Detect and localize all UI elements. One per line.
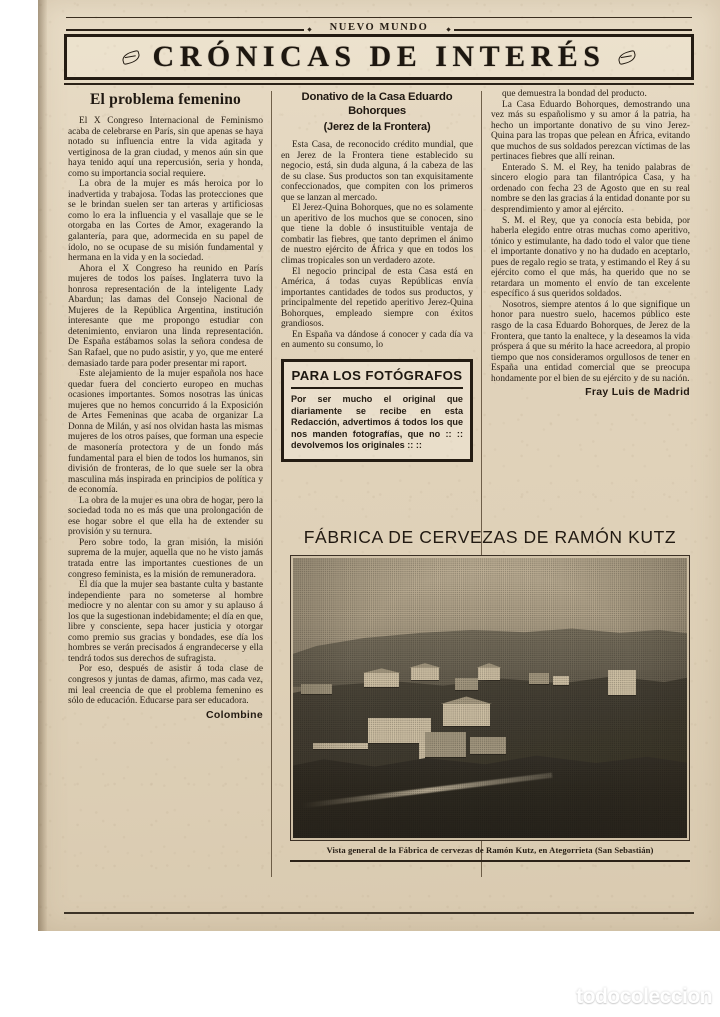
paragraph: El día que la mujer sea bastante culta y bastante independiente para no someterse al hombre mediocre y no alentar con su amor y su aplauso á los que la sugestionan indebidamente; el día en que, libre y consciente, sepa hacer justicia y otorgar como premio sus gracias y bondades, ese día los hombres se verán precisados á engrandecerse y ella tendrá todos sus derechos de sufragista. [68, 580, 263, 664]
masthead-under-rule [64, 83, 694, 85]
leaf-ornament-icon-left [120, 49, 140, 65]
masthead-banner [64, 34, 694, 80]
running-head-text: NUEVO MUNDO [329, 22, 429, 33]
paragraph: Pero sobre todo, la gran misión, la misión suprema de la mujer, aquella que no he visto jamás tratada entre las importantes cuestiones de un congreso feminista, es la misión de remuneradora. [68, 537, 263, 580]
photo-factory-building [423, 732, 466, 757]
photo-factory-building [470, 737, 505, 754]
brewery-photograph [293, 558, 687, 838]
photo-factory-chimney [419, 720, 425, 759]
paragraph: En España va dándose á conocer y cada día va en aumento su consumo, lo [281, 329, 473, 351]
article-signature-fray-luis-de-madrid: Fray Luis de Madrid [585, 386, 690, 399]
photo-building [478, 667, 500, 680]
paragraph: Por eso, después de asistir á toda clase de congresos y juntas de damas, afirmo, mas cada vez, mi leal creencia de que el problema femenino es sólo de educación. Educarse para ser educadora. [68, 664, 263, 707]
photo-building [553, 676, 569, 686]
paragraph: Enterado S. M. el Rey, ha tenido palabras de sincero elogio para tan filantrópica Casa, y ha ordenado con fecha 23 de Agosto que en su real nombre se den las gracias á la entidad donante por su desprendimiento y amor al ejército. [491, 162, 690, 216]
running-head-top-rule [66, 17, 692, 18]
photo-building [411, 667, 439, 680]
paragraph: El Jerez-Quina Bohorques, que no es solamente un aperitivo de los muchos que se conocen, sino que tiene la doble ó insustituible ventaja de combatir las fiebres, que tanto deprimen el ánimo de nuestro ejército de África y que en todos los climas tropicales son un verdadero azote. [281, 203, 473, 266]
brewery-feature-title: FÁBRICA DE CERVEZAS DE RAMÓN KUTZ [303, 527, 677, 547]
brewery-photo-figure [290, 555, 690, 841]
paragraph: Esta Casa, de reconocido crédito mundial, que en Jerez de la Frontera tiene establecido su negocio, está, sin duda alguna, á la cabeza de las de su clase. Sus productos son tan exquisitamente confeccionados, que compiten con los primeros que se lanzan al mercado. [281, 139, 473, 203]
article-title-donativo-line1: Donativo de la Casa Eduardo Bohorques [301, 91, 453, 118]
article-title-el-problema-femenino: El problema femenino [90, 91, 241, 108]
paragraph: La obra de la mujer es una obra de hogar, pero la sociedad toda no es más que una prolongación de ese hogar sobre el que ella ha de extender su provisión y su ternura. [68, 495, 263, 538]
paragraph: S. M. el Rey, que ya conocía esta bebida, por haberla elegido entre otras muchas como aperitivo, tónico y estimulante, ha dado todo el valor que tiene el importante donativo y no ha dudado en aceptarlo, pues de regalo regio se trata, y estimando el Rey á su ejército como el que más, ha querido que no se retardara un momento el envío de tan excelente específico á sus queridos soldados. [491, 215, 690, 300]
article-signature-colombine: Colombine [206, 708, 263, 721]
brewery-photo-caption: Vista general de la Fábrica de cervezas de Ramón Kutz, en Ategorrieta (San Sebastián) [326, 845, 654, 855]
column-one [68, 89, 272, 899]
photo-building [529, 673, 549, 684]
photo-building [455, 678, 479, 689]
photographers-notice-title: PARA LOS FOTÓGRAFOS [291, 368, 463, 389]
paragraph: Ahora el X Congreso ha reunido en París mujeres de todos los países. Inglaterra tuvo la honrosa representación de la inteligente Lady Abardun; las damas del Consejo Nacional de Mujeres de la República Argentina, institución interesante que me propongo estudiar con detenimiento, enviaron una linda representación. De España estábamos solas la señora condesa de San Rafael, que no pudo asistir, y yo, que me enteré demasiado tarde para poder presentar mi raport. [68, 263, 263, 369]
paragraph: La obra de la mujer es más heroica por lo inadvertida y trabajosa. Todas las protecciones que se le brindan suelen ser tan arteras y artificiosas como lo era la influencia y el vasallaje que se le otorgaba en las Cortes de Amor, exagerando la galantería, para que, adormecida en su papel de ídolo, no se ocupase de su misión fundamental y hermana en la vida y en la sociedad. [68, 179, 263, 264]
photo-building [608, 670, 636, 695]
paragraph: El X Congreso Internacional de Feminismo acaba de celebrarse en París, sin que apenas se haya notado su influencia entre la vida agitada y vertiginosa de la gran ciudad, y menos aún sin que haya tenido aquí una repercusión, seria y honda, como su importancia social requiere. [68, 116, 263, 179]
page-gutter-shadow [38, 0, 47, 931]
watermark-todocoleccion: todocoleccion [576, 985, 712, 1008]
paragraph: Este alejamiento de la mujer española nos hace quedar fuera del concierto europeo en muchas ocasiones importantes. Somos nosotras las únicas mujeres que no hemos concurrido á la Exposición de Artes Femeninas que acaba de organizar La Donna de Milán, y así nos olvidan hasta las mismas mujeres de los otros países, que forman una especie de masonería protectora y de un fondo más fundamental para el bien de todos los humanos, sin división de fronteras, de lo que suele ser la obra masculina más inspirada en principios de política y de economía. [68, 369, 263, 496]
newspaper-page [38, 0, 720, 931]
photo-wall [313, 743, 368, 749]
photo-building [364, 673, 399, 687]
paragraph: El negocio principal de esta Casa está en América, á todas cuyas Repúblicas envía importantes cantidades de todos sus productos, y principalmente del repetido aperitivo Jerez-Quina Bohorques, empleado siempre con éxitos grandiosos. [281, 266, 473, 330]
photo-factory-building [443, 704, 490, 726]
article-title-donativo-line2: (Jerez de la Frontera) [323, 120, 431, 133]
photographers-notice-box [281, 359, 473, 462]
page-bottom-rule [64, 912, 694, 914]
photographers-notice-body: Por ser mucho el original que diariamente se recibe en esta Redacción, advertimos á todos los que nos manden fotografías, que no :: :: devolvemos los originales :: :: [291, 393, 463, 451]
masthead-title: CRÓNICAS DE INTERÉS [152, 40, 606, 73]
photo-building [301, 684, 333, 694]
leaf-ornament-icon-right [617, 49, 637, 65]
brewery-bottom-rule [290, 860, 690, 862]
running-head-rule-right [454, 29, 692, 31]
brewery-feature [290, 527, 690, 862]
paragraph: La Casa Eduardo Bohorques, demostrando una vez más su españolismo y su amor á la patria, ha hecho un importante donativo de su vino Jerez-Quina para las tropas que pelean en África, evitando que muchos de sus soldados perezcan víctimas de las pertinaces fiebres que allí reinan. [491, 99, 690, 163]
paragraph: Nosotros, siempre atentos á lo que signifique un honor para nuestro suelo, hacemos público este rasgo de la casa Eduardo Bohorques, de Jerez de la Frontera, que tanto la enaltece, y la deseamos la vida próspera á que su mérito la hace acreedora, al propio tiempo que nos consideramos orgullosos de tener en España una entidad comercial que se preocupa hondamente por el bien de su ejército y de su nación. [491, 299, 690, 384]
paragraph: que demuestra la bondad del producto. [502, 89, 647, 99]
